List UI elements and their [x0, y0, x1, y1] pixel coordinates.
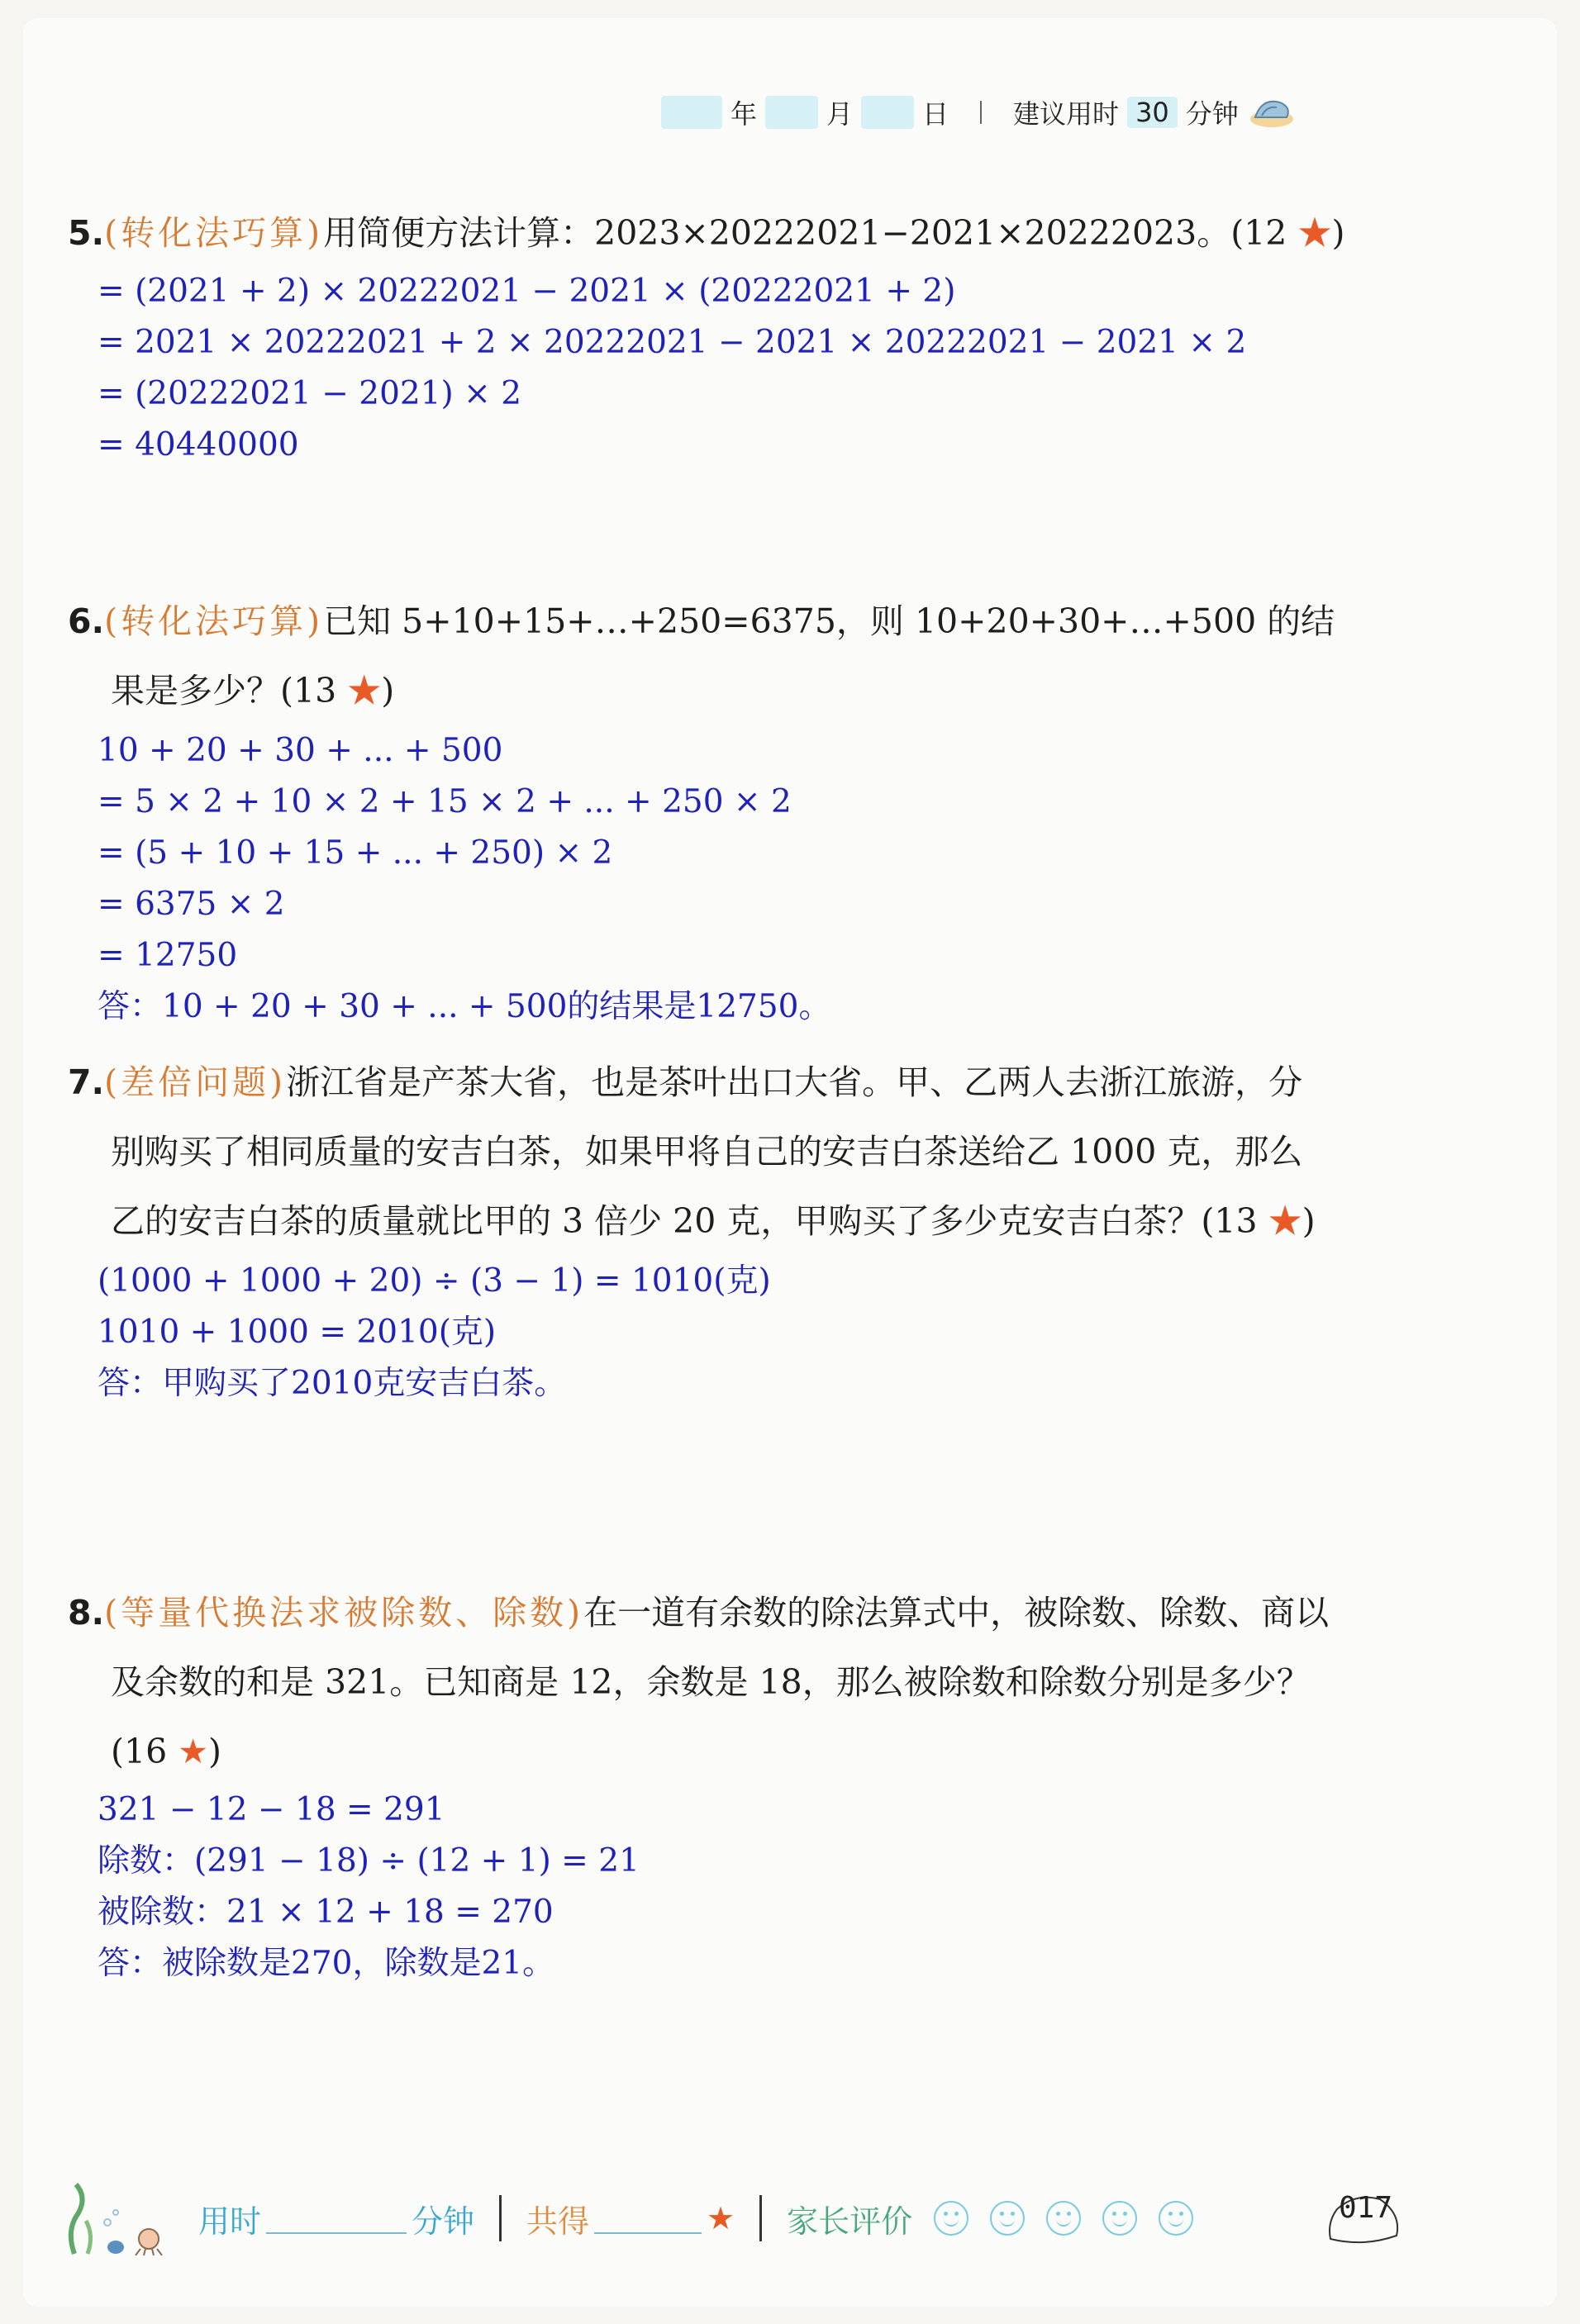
answer-line: 被除数：21 × 12 + 18 = 270 — [98, 1894, 554, 1931]
answer-line: = 5 × 2 + 10 × 2 + 15 × 2 + ... + 250 × 2 — [98, 783, 792, 820]
question-text: 已知 5+10+15+…+250=6375，则 10+20+30+…+500 的结 — [323, 601, 1335, 641]
parent-evaluation-label: 家长评价 — [787, 2203, 913, 2240]
smiley-rating-icon[interactable] — [990, 2201, 1025, 2236]
question-tag: (等量代换法求被除数、除数) — [104, 1593, 584, 1633]
question-8 — [68, 1578, 1406, 1786]
answer-line: 1010 + 1000 = 2010(克) — [98, 1314, 497, 1351]
question-text: 乙的安吉白茶的质量就比甲的 3 倍少 20 克，甲购买了多少克安吉白茶？(13 — [111, 1201, 1258, 1241]
question-text-end: ) — [1331, 213, 1345, 253]
day-label: 日 — [922, 98, 949, 130]
answer-7 — [98, 1256, 771, 1409]
year-label: 年 — [731, 98, 758, 130]
time-spent-label: 用时 — [198, 2203, 262, 2240]
question-tag: (转化法巧算) — [104, 213, 324, 253]
answer-5 — [98, 266, 1246, 471]
header-divider — [980, 101, 982, 124]
question-text: 在一道有余数的除法算式中，被除数、除数、商以 — [583, 1593, 1330, 1633]
time-minutes-label: 分钟 — [412, 2203, 475, 2240]
smiley-rating-icon[interactable] — [1046, 2201, 1081, 2236]
star-icon: ★ — [178, 1732, 208, 1771]
question-tag: (差倍问题) — [104, 1062, 287, 1102]
answer-8 — [98, 1785, 640, 1989]
suggest-minutes-value: 30 — [1127, 97, 1178, 128]
question-text: (16 — [111, 1732, 168, 1771]
header-bar — [661, 89, 1297, 135]
shell-icon — [1247, 94, 1297, 131]
smiley-rating-icon[interactable] — [1102, 2201, 1137, 2236]
star-icon: ★ — [1268, 1201, 1302, 1241]
star-icon: ★ — [707, 2200, 735, 2236]
month-input-box[interactable] — [765, 96, 818, 129]
page-number-badge — [1322, 2181, 1405, 2247]
question-7 — [68, 1048, 1406, 1256]
answer-line: 答：甲购买了2010克安吉白茶。 — [98, 1365, 567, 1402]
answer-line: = (5 + 10 + 15 + ... + 250) × 2 — [98, 834, 613, 872]
answer-6 — [98, 725, 830, 1033]
total-score-label: 共得 — [526, 2203, 590, 2240]
question-text-end: ) — [1302, 1201, 1316, 1241]
question-6 — [68, 587, 1406, 725]
question-number: 8. — [68, 1593, 105, 1633]
answer-line: = 40440000 — [98, 426, 299, 463]
question-text: 及余数的和是 321。已知商是 12，余数是 18，那么被除数和除数分别是多少？ — [111, 1662, 1311, 1702]
suggest-time-label: 建议用时 — [1013, 98, 1120, 130]
star-icon: ★ — [1297, 213, 1332, 253]
question-text-end: ) — [381, 671, 395, 711]
question-text: 别购买了相同质量的安吉白茶，如果甲将自己的安吉白茶送给乙 1000 克，那么 — [111, 1132, 1303, 1172]
question-tag: (转化法巧算) — [104, 601, 324, 641]
time-spent-blank[interactable] — [266, 2203, 407, 2234]
question-number: 7. — [68, 1062, 105, 1102]
answer-line: = 2021 × 20222021 + 2 × 20222021 − 2021 × 20222021 − 2021 × 2 — [98, 324, 1247, 361]
total-score-blank[interactable] — [594, 2203, 702, 2234]
footer-bar — [58, 2181, 1421, 2255]
answer-line: 除数：(291 − 18) ÷ (12 + 1) = 21 — [98, 1842, 640, 1880]
minutes-unit-label: 分钟 — [1185, 98, 1239, 130]
question-number: 5. — [68, 213, 105, 253]
question-text: 浙江省是产茶大省，也是茶叶出口大省。甲、乙两人去浙江旅游，分 — [286, 1062, 1303, 1102]
answer-line: = (20222021 − 2021) × 2 — [98, 375, 522, 412]
answer-line: 答：10 + 20 + 30 + ... + 500的结果是12750。 — [98, 988, 831, 1025]
question-text: 果是多少？(13 — [111, 671, 337, 711]
answer-line: = 6375 × 2 — [98, 886, 285, 923]
smiley-rating-icon[interactable] — [1159, 2201, 1193, 2236]
page-number: 017 — [1339, 2191, 1393, 2225]
footer-divider — [759, 2195, 762, 2241]
star-icon: ★ — [347, 671, 382, 711]
answer-line: 321 − 12 − 18 = 291 — [98, 1791, 445, 1828]
question-5 — [68, 198, 1406, 268]
question-number: 6. — [68, 601, 105, 641]
seaweed-icon — [58, 2181, 182, 2255]
answer-line: 答：被除数是270，除数是21。 — [98, 1945, 555, 1982]
answer-line: 10 + 20 + 30 + ... + 500 — [98, 732, 503, 769]
question-text: 用简便方法计算：2023×20222021−2021×20222023。(12 — [323, 213, 1287, 253]
answer-line: = 12750 — [98, 937, 238, 974]
smiley-rating-icon[interactable] — [934, 2201, 968, 2236]
question-text-end: ) — [207, 1732, 221, 1771]
day-input-box[interactable] — [861, 96, 914, 129]
year-input-box[interactable] — [661, 96, 722, 129]
answer-line: (1000 + 1000 + 20) ÷ (3 − 1) = 1010(克) — [98, 1262, 771, 1300]
month-label: 月 — [826, 98, 854, 130]
answer-line: = (2021 + 2) × 20222021 − 2021 × (20222021 + 2) — [98, 273, 956, 310]
footer-divider — [499, 2195, 502, 2241]
